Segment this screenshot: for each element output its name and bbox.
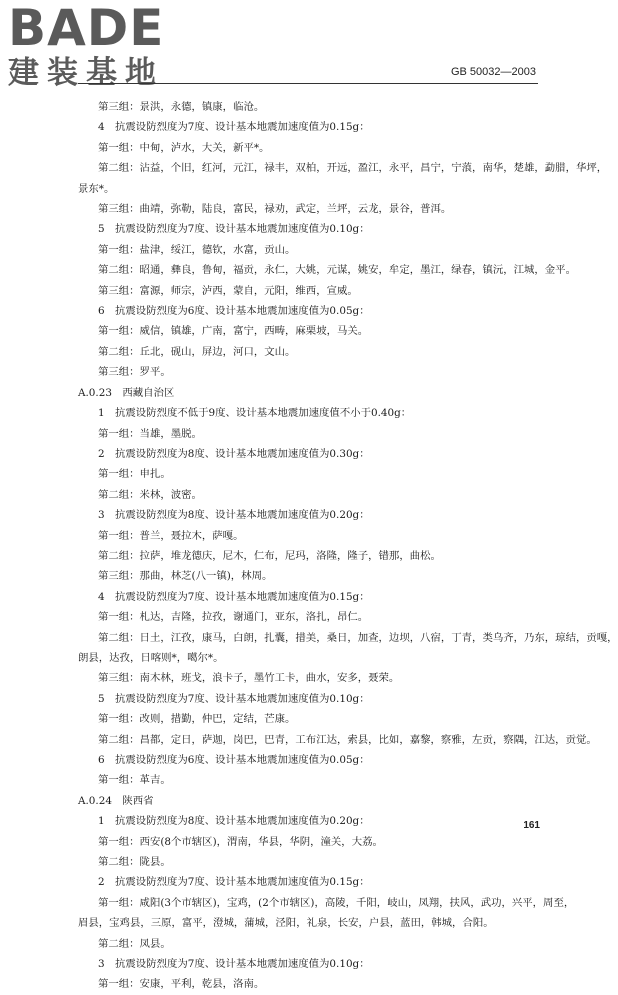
- group-line: 第一组：威信，镇雄，广南，富宁，西畴，麻栗坡，马关。: [98, 325, 369, 338]
- group-line: 第二组：沾益，个旧，红河，元江，禄丰，双柏，开远，盈江，永平，昌宁，宁蒗，南华，楚雄，勐腊，华坪，: [98, 162, 608, 175]
- clause-line: 5 抗震设防烈度为7度、设计基本地震加速度值为0.10g：: [98, 692, 370, 705]
- group-line: 第一组：申扎。: [98, 468, 171, 481]
- group-line: 第二组：昌都，定日，萨迦，岗巴，巴青，工布江达，索县，比如，嘉黎，察雅，左贡，察隅，江达，贡觉。: [98, 733, 597, 746]
- group-line: 第一组：中甸，泸水，大关，新平*。: [98, 141, 270, 154]
- page-header: [0, 0, 600, 100]
- group-line: 第一组：当雄，墨脱。: [98, 427, 202, 440]
- continuation-line: 眉县，宝鸡县，三原，富平，澄城，蒲城，泾阳，礼泉，长安，户县，蓝田，韩城，合阳。: [78, 917, 494, 930]
- clause-line: 3 抗震设防烈度为7度、设计基本地震加速度值为0.10g：: [98, 958, 370, 971]
- document-body: [78, 97, 618, 995]
- group-line: 第二组：日土，江孜，康马，白朗，扎囊，措美，桑日，加查，边坝，八宿，丁青，类乌齐，乃东，琼结，贡嘎，: [98, 631, 618, 644]
- group-line: 第一组：盐津，绥江，德钦，水富，贡山。: [98, 243, 296, 256]
- section-heading: A.0.24 陕西省: [78, 794, 154, 807]
- standard-code: GB 50032—2003: [450, 66, 536, 78]
- group-line: 第一组：咸阳(3个市辖区)，宝鸡，(2个市辖区)，高陵，千阳，岐山，凤翔，扶风，武功，兴平，周至，: [98, 896, 575, 909]
- group-line: 第三组：曲靖，弥勒，陆良，富民，禄劝，武定，兰坪，云龙，景谷，普洱。: [98, 203, 452, 216]
- clause-line: 1 抗震设防烈度不低于9度、设计基本地震加速度值不小于0.40g：: [98, 407, 412, 420]
- clause-line: 2 抗震设防烈度为7度、设计基本地震加速度值为0.15g：: [98, 876, 370, 889]
- clause-line: 1 抗震设防烈度为8度、设计基本地震加速度值为0.20g：: [98, 815, 370, 828]
- group-line: 第二组：米林，波密。: [98, 488, 202, 501]
- group-line: 第三组：富源，师宗，泸西，蒙自，元阳，维西，宣威。: [98, 284, 358, 297]
- group-line: 第一组：札达，吉隆，拉孜，谢通门，亚东，洛扎，昂仁。: [98, 611, 369, 624]
- clause-line: 4 抗震设防烈度为7度、设计基本地震加速度值为0.15g：: [98, 121, 370, 134]
- group-line: 第一组：安康，平利，乾县，洛南。: [98, 978, 265, 991]
- clause-line: 5 抗震设防烈度为7度、设计基本地震加速度值为0.10g：: [98, 223, 370, 236]
- group-line: 第三组：南木林，班戈，浪卡子，墨竹工卡，曲水，安多，聂荣。: [98, 672, 400, 685]
- group-line: 第二组：昭通，彝良，鲁甸，福贡，永仁，大姚，元谋，姚安，牟定，墨江，绿春，镇沅，江城，金平。: [98, 264, 576, 277]
- page-number: 161: [523, 820, 540, 831]
- continuation-line: 朗县，达孜，日喀则*，噶尔*。: [78, 651, 224, 664]
- clause-line: 4 抗震设防烈度为7度、设计基本地震加速度值为0.15g：: [98, 590, 370, 603]
- group-line: 第二组：拉萨，堆龙德庆，尼木，仁布，尼玛，洛隆，隆子，错那，曲松。: [98, 549, 441, 562]
- section-heading: A.0.23 西藏自治区: [78, 386, 175, 399]
- group-line: 第三组：那曲，林芝(八一镇)，林周。: [98, 570, 273, 583]
- group-line: 第二组：丘北，砚山，屏边，河口，文山。: [98, 345, 296, 358]
- group-line: 第二组：陇县。: [98, 856, 171, 869]
- group-line: 第三组：景洪，永德，镇康，临沧。: [98, 101, 265, 113]
- group-line: 第一组：革吉。: [98, 774, 171, 787]
- group-line: 第一组：改则，措勤，仲巴，定结，芒康。: [98, 713, 296, 726]
- group-line: 第一组：普兰，聂拉木，萨嘎。: [98, 529, 244, 542]
- group-line: 第二组：凤县。: [98, 937, 171, 950]
- group-line: 第一组：西安(8个市辖区)，渭南，华县，华阴，潼关，大荔。: [98, 835, 383, 848]
- logo-chinese-name: 建装基地: [8, 55, 164, 91]
- continuation-line: 景东*。: [78, 182, 115, 195]
- clause-line: 3 抗震设防烈度为8度、设计基本地震加速度值为0.20g：: [98, 509, 370, 522]
- clause-line: 2 抗震设防烈度为8度、设计基本地震加速度值为0.30g：: [98, 447, 370, 460]
- header-rule: [78, 83, 538, 84]
- clause-line: 6 抗震设防烈度为6度、设计基本地震加速度值为0.05g：: [98, 754, 370, 766]
- group-line: 第三组：罗平。: [98, 366, 171, 379]
- clause-line: 6 抗震设防烈度为6度、设计基本地震加速度值为0.05g：: [98, 305, 370, 318]
- logo-wordmark: BADE: [8, 0, 165, 57]
